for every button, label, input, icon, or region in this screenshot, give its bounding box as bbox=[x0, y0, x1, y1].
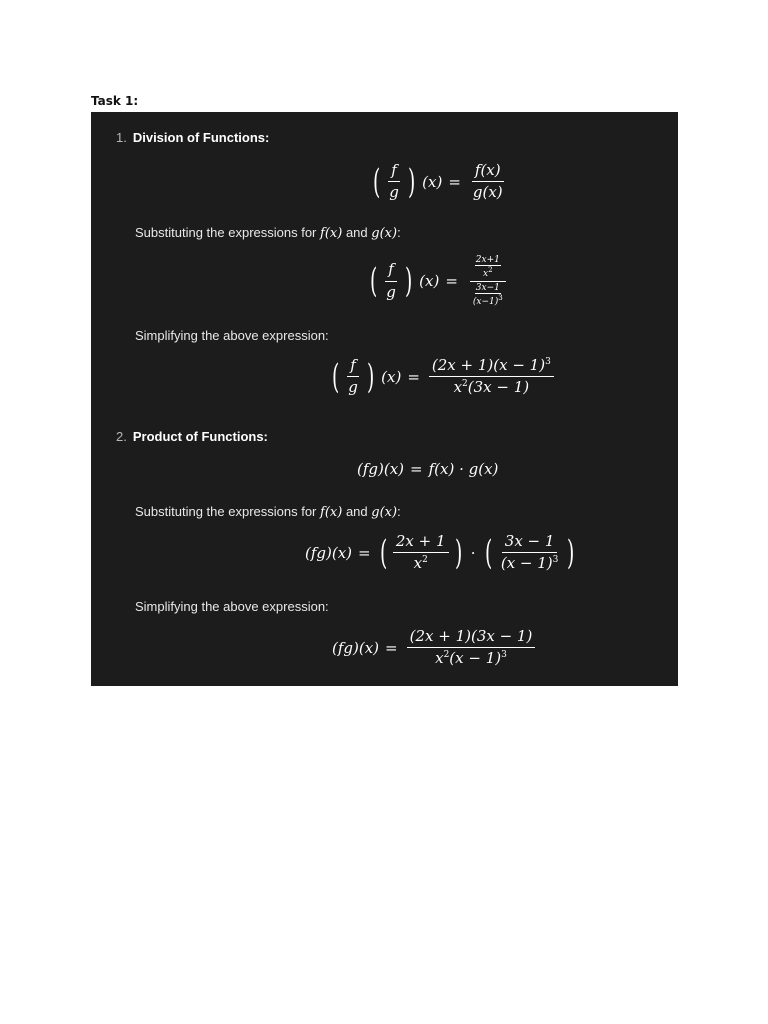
substitution-text: Substituting the expressions for f(x) and g(x): bbox=[135, 504, 401, 520]
section-number: 2. bbox=[116, 429, 127, 444]
equation-division-substituted: ( $\frac{f}{g}$ ) (x) = $\frac{\frac{2x+1}{x^2}}{\frac{3x-1}{(x-1)^3}}$ bbox=[367, 255, 512, 307]
substitution-text: Substituting the expressions for f(x) and g(x): bbox=[135, 225, 401, 241]
response-panel bbox=[91, 112, 678, 686]
equation-division-simplified: ( $\frac{f}{g}$ ) (x) = $\frac{(2x + 1)(x - 1)^3}{x^2(3x - 1)}$ bbox=[329, 357, 557, 397]
section-heading-division bbox=[116, 130, 269, 145]
equation-product-simplified: (fg)(x) = $\frac{(2x + 1)(3x - 1)}{x^2(x - 1)^3}$ bbox=[332, 628, 538, 668]
simplify-text: Simplifying the above expression: bbox=[135, 328, 329, 343]
section-title: Division of Functions: bbox=[132, 130, 270, 145]
simplify-text: Simplifying the above expression: bbox=[135, 599, 329, 614]
compound-fraction: $\frac{\frac{2x+1}{x^2}}{\frac{3x-1}{(x-1)^3}}$ bbox=[467, 255, 509, 307]
section-title: Product of Functions: bbox=[132, 429, 268, 444]
task-label: Task 1: bbox=[91, 94, 139, 108]
equation-product-definition: (fg)(x) = f(x) · g(x) bbox=[357, 460, 499, 478]
section-number: 1. bbox=[116, 130, 127, 145]
equation-product-substituted: (fg)(x) = ( $\frac{2x + 1}{x^2}$ ) · ( $\frac{3x - 1}{(x - 1)^3}$ ) bbox=[305, 532, 575, 573]
equation-division-definition: ( $\frac{f}{g}$ ) (x) = $\frac{f(x)}{g(x)}$ bbox=[372, 161, 503, 202]
section-heading-product bbox=[116, 429, 268, 444]
